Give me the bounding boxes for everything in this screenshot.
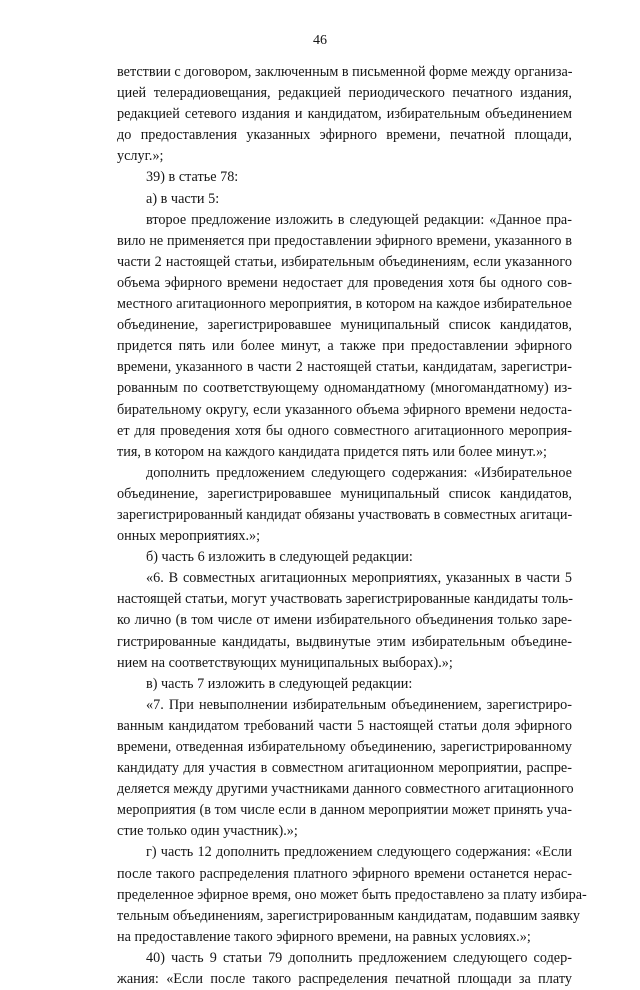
text-line: редакцией сетевого издания и кандидатом, избирательным объединением <box>117 106 572 123</box>
text-line: местного агитационного мероприятия, в котором на каждое избирательное <box>117 296 572 313</box>
text-line: а) в части 5: <box>146 190 220 207</box>
text-line: ветствии с договором, заключенным в письменной форме между организа- <box>117 64 573 80</box>
text-line: цией телерадиовещания, редакцией периодического печатного издания, <box>117 85 572 102</box>
text-line: после такого распределения платного эфирного времени останется нерас- <box>117 865 572 882</box>
text-line: в) часть 7 изложить в следующей редакции: <box>146 675 413 692</box>
text-line: дополнить предложением следующего содержания: «Избирательное <box>146 464 572 481</box>
text-line: объема эфирного времени недостает для проведения хотя бы одного сов- <box>117 274 572 291</box>
text-line: на предоставление такого эфирного времени, на равных условиях.»; <box>117 928 531 945</box>
document-body <box>117 62 587 990</box>
text-line: деляется между другими участниками данного совместного агитационного <box>117 781 574 798</box>
text-line: настоящей статьи, могут участвовать зарегистрированные кандидаты толь- <box>117 591 573 608</box>
text-line: 39) в статье 78: <box>146 169 239 186</box>
text-line: ко лично (в том числе от имени избирательного объединения только заре- <box>117 612 572 629</box>
text-line: «6. В совместных агитационных мероприятиях, указанных в части 5 <box>146 570 572 587</box>
text-line: вило не применяется при предоставлении эфирного времени, указанного в <box>117 232 572 249</box>
text-line: времени, отведенная избирательному объединению, зарегистрированному <box>117 739 572 755</box>
text-line: онных мероприятиях.»; <box>117 528 261 545</box>
text-line: пределенное эфирное время, оно может быть предоставлено за плату избира- <box>117 886 587 903</box>
text-line: г) часть 12 дополнить предложением следующего содержания: «Если <box>146 844 572 861</box>
text-line: гистрированные кандидаты, выдвинутые этим избирательным объедине- <box>117 633 572 650</box>
text-line: до предоставления указанных эфирного времени, печатной площади, <box>117 127 572 144</box>
text-line: зарегистрированный кандидат обязаны участвовать в совместных агитаци- <box>117 506 573 523</box>
text-line: рованным по соответствующему одномандатному (многомандатному) из- <box>117 380 572 397</box>
text-line: бирательному округу, если указанного объема эфирного времени недоста- <box>117 401 572 418</box>
text-line: ванным кандидатом требований части 5 настоящей статьи доля эфирного <box>117 717 572 734</box>
text-line: времени, указанного в части 2 настоящей статьи, кандидатам, зарегистри- <box>117 359 572 376</box>
text-line: объединение, зарегистрировавшее муниципальный список кандидатов, <box>117 317 572 334</box>
text-line: кандидату для участия в совместном агитационном мероприятии, распре- <box>117 760 572 777</box>
text-line: придется пять или более минут, а также при предоставлении эфирного <box>117 338 572 355</box>
text-line: второе предложение изложить в следующей редакции: «Данное пра- <box>146 211 572 228</box>
page-number: 46 <box>313 33 327 48</box>
text-line: тия, в котором на каждого кандидата придется пять или более минут.»; <box>117 443 548 460</box>
text-line: нием на соответствующих муниципальных выборах).»; <box>117 654 453 671</box>
text-line: жания: «Если после такого распределения печатной площади за плату <box>117 971 572 988</box>
text-line: б) часть 6 изложить в следующей редакции: <box>146 549 413 566</box>
text-line: части 2 настоящей статьи, избирательным объединениям, если указанного <box>117 253 572 270</box>
text-line: объединение, зарегистрировавшее муниципальный список кандидатов, <box>117 485 572 502</box>
text-line: 40) часть 9 статьи 79 дополнить предложением следующего содер- <box>146 949 572 966</box>
text-line: стие только один участник).»; <box>117 823 298 840</box>
text-line: услуг.»; <box>117 148 164 165</box>
text-line: тельным объединениям, зарегистрированным кандидатам, подавшим заявку <box>117 907 580 924</box>
text-line: ет для проведения хотя бы одного совместного агитационного мероприя- <box>117 422 572 439</box>
text-line: «7. При невыполнении избирательным объединением, зарегистриро- <box>146 696 572 713</box>
text-line: мероприятия (в том числе если в данном мероприятии может принять уча- <box>117 802 572 819</box>
